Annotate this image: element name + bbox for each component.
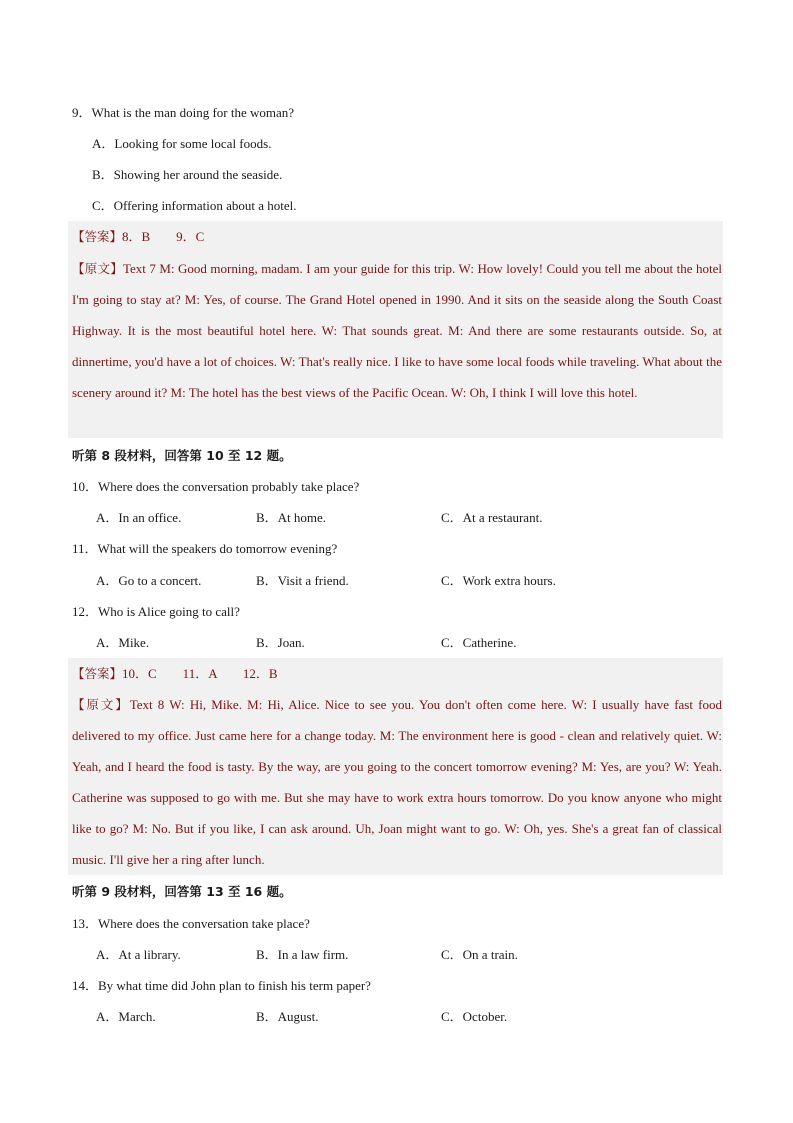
answer-text: 10．C 11．A 12．B bbox=[122, 666, 278, 681]
q9-option-c bbox=[92, 196, 743, 216]
source-tag: 【原文】 bbox=[72, 697, 130, 712]
source-text: Text 7 M: Good morning, madam. I am your guide for this trip. W: How lovely! Could you tell me about the hotel I'm going to stay at? M: Yes, of course. The Grand Hotel opened in 1990. And it sits on the seaside along the South Coast Highway. It is the most beautiful hotel here. W: That sounds great. M: And there are some restaurants outside. So, at dinnertime, you'd have a lot of choices. W: That's really nice. I like to have some local foods while traveling. What about the scenery around it? M: The hotel has the best views of the Pacific Ocean. W: Oh, I think I will love this hotel. bbox=[72, 261, 722, 400]
q14-option-b: B．August. bbox=[256, 1009, 319, 1024]
q11-option-a: A．Go to a concert. bbox=[96, 573, 202, 588]
source-tag: 【原文】 bbox=[72, 261, 123, 276]
q13-option-c: C．On a train. bbox=[441, 947, 518, 962]
q13-option-b: B．In a law firm. bbox=[256, 947, 349, 962]
question-14: 14．By what time did John plan to finish his term paper? bbox=[72, 978, 371, 993]
answer-text: 8．B 9．C bbox=[122, 229, 205, 244]
option-text: Offering information about a hotel. bbox=[113, 198, 297, 213]
source-text: Text 8 W: Hi, Mike. M: Hi, Alice. Nice to see you. You don't often come here. W: I usually have fast food delivered to my office. Just came here for a change today. M: The environment here is good - clean and relatively quiet. W: Yeah, and I heard the food is tasty. By the way, are you going to the concert tomorrow evening? M: Yes, are you? W: Yeah. Catherine was supposed to go with me. But she may have to work extra hours tomorrow. Do you know anyone who might like to go? M: No. But if you like, I can ask around. Uh, Joan might want to go. W: Oh, yes. She's a great fan of classical music. I'll give her a ring after lunch. bbox=[72, 697, 722, 867]
question-11: 11．What will the speakers do tomorrow evening? bbox=[72, 541, 338, 556]
question-12: 12．Who is Alice going to call? bbox=[72, 604, 240, 619]
q11-option-c: C．Work extra hours. bbox=[441, 573, 556, 588]
section-8-heading: 听第 8 段材料，回答第 10 至 12 题。 bbox=[72, 448, 292, 463]
q13-option-a: A．At a library. bbox=[96, 947, 181, 962]
q10-option-a: A．In an office. bbox=[96, 510, 182, 525]
answer-tag: 【答案】 bbox=[72, 229, 123, 244]
question-13: 13．Where does the conversation take place? bbox=[72, 916, 310, 931]
q12-option-a: A．Mike. bbox=[96, 635, 150, 650]
q14-option-a: A．March. bbox=[96, 1009, 156, 1024]
q9-option-b bbox=[92, 165, 743, 185]
answer-tag: 【答案】 bbox=[72, 666, 123, 681]
question-10: 10．Where does the conversation probably take place? bbox=[72, 479, 360, 494]
transcript-1 bbox=[72, 253, 722, 408]
question-number: 9． bbox=[72, 105, 92, 120]
option-label: B． bbox=[92, 167, 114, 182]
question-9 bbox=[72, 103, 723, 123]
question-text: What is the man doing for the woman? bbox=[91, 105, 295, 120]
q12-option-c: C．Catherine. bbox=[441, 635, 517, 650]
option-label: C． bbox=[92, 198, 114, 213]
q14-option-c: C．October. bbox=[441, 1009, 508, 1024]
answer-line-1 bbox=[72, 227, 723, 247]
q9-option-a bbox=[92, 134, 743, 154]
q10-option-c: C．At a restaurant. bbox=[441, 510, 543, 525]
option-text: Showing her around the seaside. bbox=[113, 167, 283, 182]
q11-option-b: B．Visit a friend. bbox=[256, 573, 349, 588]
q10-option-b: B．At home. bbox=[256, 510, 327, 525]
section-9-heading: 听第 9 段材料，回答第 13 至 16 题。 bbox=[72, 884, 292, 899]
answer-line-2 bbox=[72, 664, 723, 684]
transcript-2 bbox=[72, 689, 722, 875]
option-text: Looking for some local foods. bbox=[114, 136, 272, 151]
q12-option-b: B．Joan. bbox=[256, 635, 305, 650]
option-label: A． bbox=[92, 136, 115, 151]
